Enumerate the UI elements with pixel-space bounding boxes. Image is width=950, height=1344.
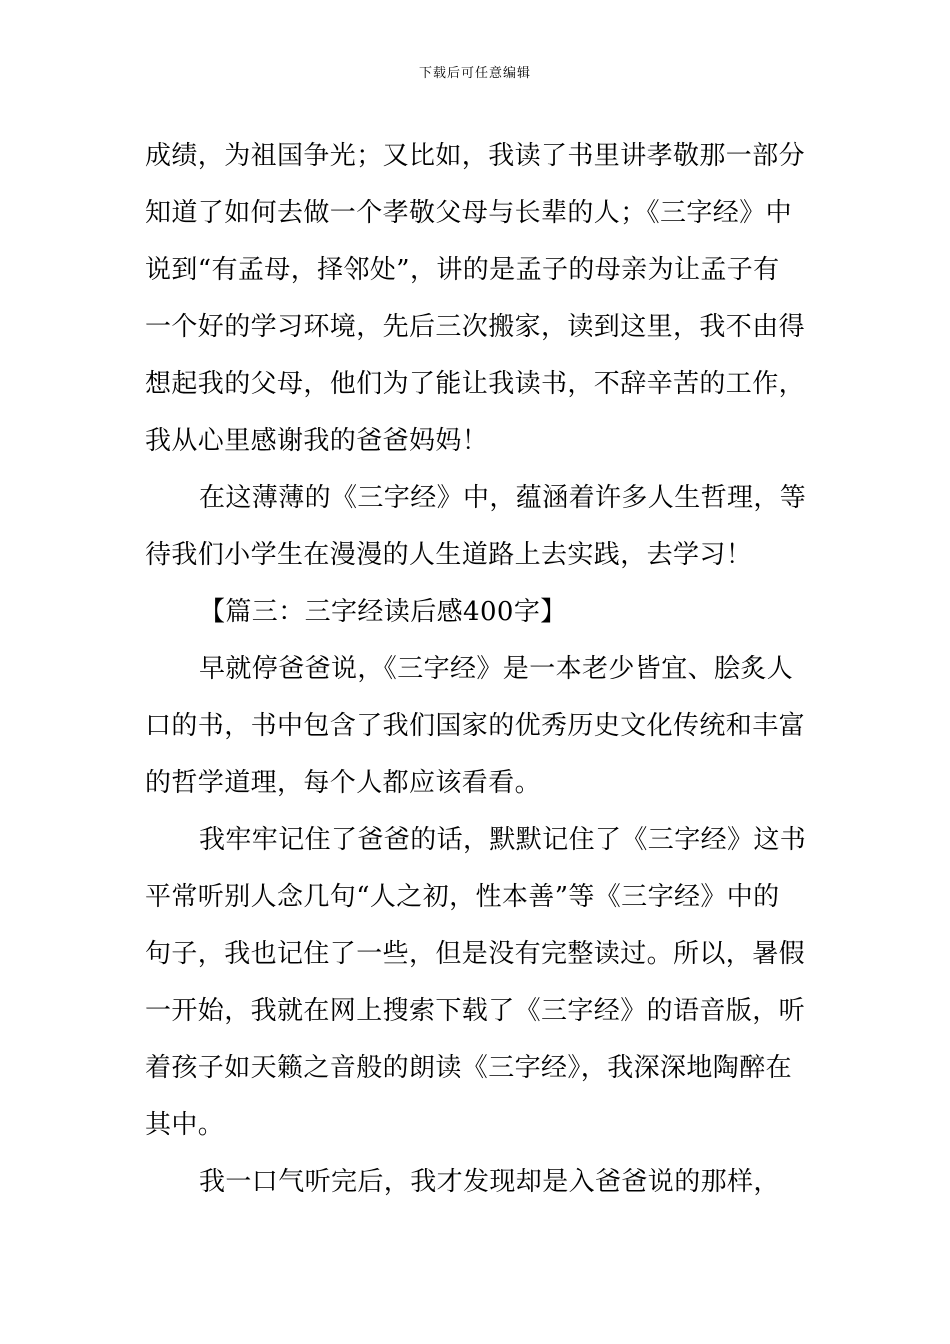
page-header: 下载后可任意编辑 xyxy=(418,66,531,81)
document-body xyxy=(145,128,810,1211)
text-line: 待我们小学生在漫漫的人生道路上去实践，去学习！ xyxy=(145,540,753,570)
text-line: 早就停爸爸说，《三字经》是一本老少皆宜、脍炙人 xyxy=(199,654,794,684)
text-line: 句子，我也记住了一些，但是没有完整读过。所以，暑假 xyxy=(145,939,806,969)
text-line: 我牢牢记住了爸爸的话，默默记住了《三字经》这书 xyxy=(199,825,807,855)
text-line: 【篇三：三字经读后感400字】 xyxy=(199,597,567,627)
text-line: 知道了如何去做一个孝敬父母与长辈的人；《三字经》中 xyxy=(145,198,793,228)
text-line: 的哲学道理，每个人都应该看看。 xyxy=(145,768,542,798)
text-line: 想起我的父母，他们为了能让我读书，不辞辛苦的工作， xyxy=(145,369,806,399)
text-line: 我一口气听完后，我才发现却是入爸爸说的那样， xyxy=(199,1167,780,1197)
text-line: 其中。 xyxy=(145,1110,225,1140)
text-line: 我从心里感谢我的爸爸妈妈！ xyxy=(145,426,489,456)
text-line: 成绩，为祖国争光；又比如，我读了书里讲孝敬那一部分 xyxy=(145,141,806,171)
text-line: 一个好的学习环境，先后三次搬家，读到这里，我不由得 xyxy=(145,312,806,342)
text-line: 在这薄薄的《三字经》中，蕴涵着许多人生哲理，等 xyxy=(199,483,807,513)
text-line: 平常听别人念几句“人之初，性本善”等《三字经》中的 xyxy=(145,882,780,912)
text-line: 说到“有孟母，择邻处”，讲的是孟子的母亲为让孟子有 xyxy=(145,255,780,285)
text-line: 口的书，书中包含了我们国家的优秀历史文化传统和丰富 xyxy=(145,711,806,741)
text-line: 着孩子如天籁之音般的朗读《三字经》，我深深地陶醉在 xyxy=(145,1053,793,1083)
text-line: 一开始，我就在网上搜索下载了《三字经》的语音版，听 xyxy=(145,996,806,1026)
